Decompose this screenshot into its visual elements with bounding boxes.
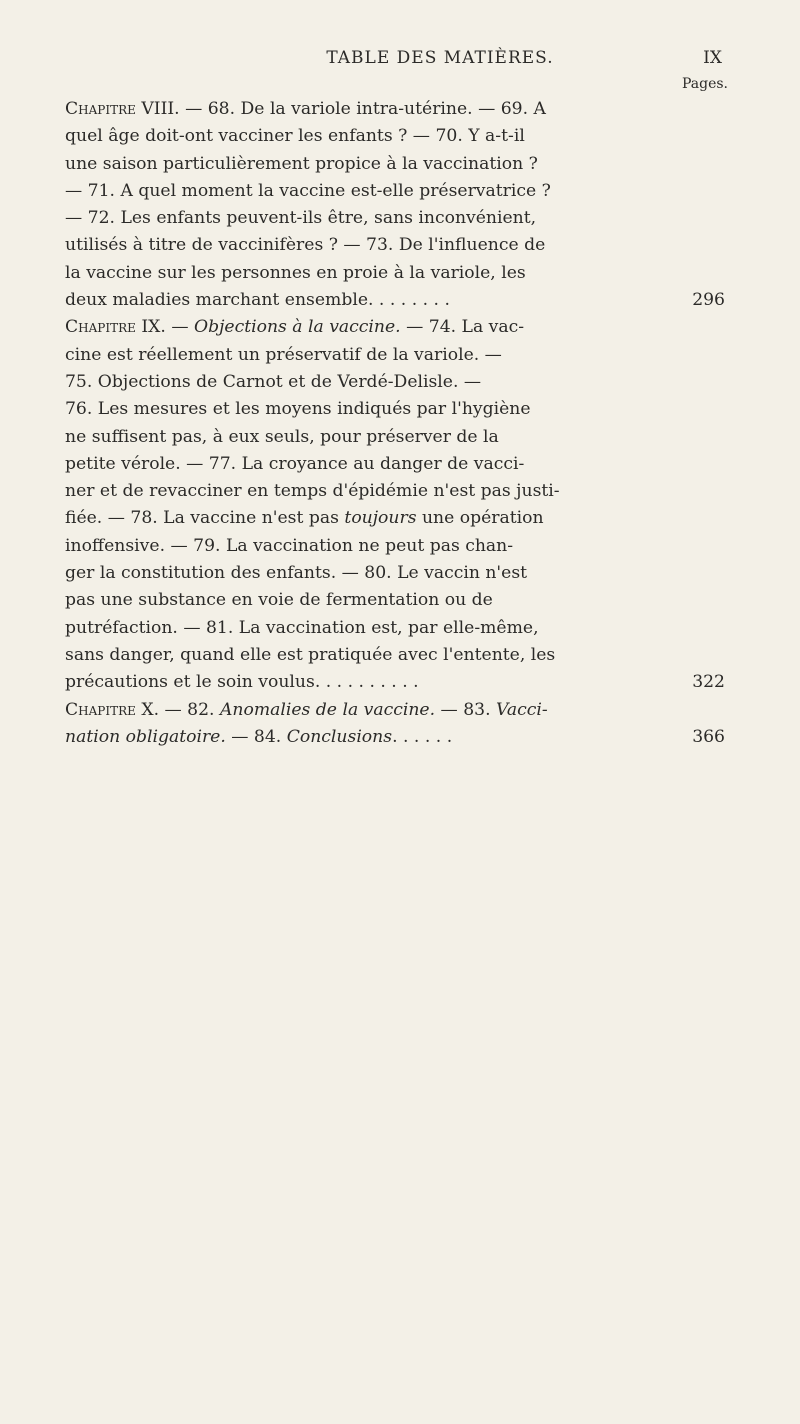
toc-line — [65, 560, 725, 587]
toc-line-text — [65, 536, 513, 556]
toc-line-text — [65, 724, 453, 751]
toc-line-text — [65, 481, 560, 501]
toc-line — [65, 451, 725, 478]
toc-text: — 84. — [225, 726, 287, 747]
chapter-label: Chapitre — [65, 317, 136, 338]
toc-line-text — [65, 399, 531, 419]
table-of-contents — [65, 96, 725, 751]
toc-text: petite vérole. — 77. La croyance au danger de vacci- — [65, 453, 525, 474]
toc-line-text — [65, 181, 551, 201]
leader-space — [450, 287, 710, 314]
toc-text: quel âge doit-ont vacciner les enfants ? — 70. Y a-t-il — [65, 126, 525, 147]
toc-entry-chapter — [65, 314, 725, 696]
leader-space — [419, 669, 711, 696]
italic-title: Anomalies de la vaccine. — [219, 699, 436, 720]
italic-title: nation obligatoire. — [65, 726, 226, 747]
toc-text: ner et de revacciner en temps d'épidémie n'est pas justi- — [65, 481, 560, 502]
toc-line-text — [65, 645, 555, 665]
toc-text: — 74. La vac- — [400, 317, 525, 338]
toc-line-text — [65, 590, 493, 610]
toc-line-text — [65, 317, 524, 337]
toc-line — [65, 396, 725, 423]
toc-line — [65, 669, 725, 696]
toc-text: VIII. — 68. De la variole intra-utérine. — 69. A — [135, 99, 546, 119]
toc-line — [65, 287, 725, 314]
toc-line — [65, 178, 725, 205]
italic-title: Conclusions — [286, 726, 393, 747]
italic-title: Objections à la vaccine. — [193, 317, 401, 338]
toc-line — [65, 505, 725, 532]
toc-text: IX. — — [135, 317, 194, 338]
toc-text: une saison particulièrement propice à la vaccination ? — [65, 153, 538, 174]
toc-text: ger la constitution des enfants. — 80. Le vaccin n'est — [65, 563, 528, 584]
toc-text: pas une substance en voie de fermentation ou de — [65, 590, 493, 611]
toc-line — [65, 642, 725, 669]
toc-text: X. — 82. — [135, 699, 220, 720]
toc-text: une opération — [416, 508, 544, 529]
toc-text: deux maladies marchant ensemble. . . . . . . . — [65, 290, 450, 311]
pages-column-label: Pages. — [681, 76, 728, 92]
toc-line — [65, 123, 725, 150]
page-number: 322 — [692, 672, 725, 693]
toc-line-text — [65, 287, 450, 314]
toc-line — [65, 424, 725, 451]
toc-text: 75. Objections de Carnot et de Verdé-Delisle. — — [65, 371, 482, 392]
toc-line — [65, 369, 725, 396]
toc-line-text — [65, 563, 527, 583]
toc-line-text — [65, 618, 539, 638]
toc-text: inoffensive. — 79. La vaccination ne peut pas chan- — [65, 535, 514, 556]
toc-line-text — [65, 235, 545, 255]
toc-text: — 83. — [435, 699, 496, 720]
italic-title: Vacci- — [496, 699, 548, 720]
toc-line — [65, 151, 725, 178]
toc-line-text — [65, 372, 481, 392]
toc-line — [65, 205, 725, 232]
toc-line — [65, 587, 725, 614]
toc-line-text — [65, 154, 538, 174]
toc-text: — 71. A quel moment la vaccine est-elle préservatrice ? — [65, 180, 551, 201]
page-folio: IX — [703, 48, 722, 68]
toc-line-text — [65, 508, 544, 528]
toc-text: la vaccine sur les personnes en proie à la variole, les — [65, 262, 526, 283]
toc-text: sans danger, quand elle est pratiquée avec l'entente, les — [65, 644, 556, 665]
toc-line — [65, 533, 725, 560]
chapter-label: Chapitre — [65, 99, 136, 119]
toc-line — [65, 96, 725, 123]
toc-entry-chapter — [65, 697, 725, 752]
toc-line-text — [65, 263, 526, 283]
toc-line-text — [65, 454, 524, 474]
toc-text: cine est réellement un préservatif de la variole. — — [65, 344, 502, 365]
page-number: 296 — [692, 290, 725, 311]
toc-text: utilisés à titre de vaccinifères ? — 73. De l'influence de — [65, 235, 546, 256]
toc-text: précautions et le soin voulus. . . . . . . . . . — [65, 672, 419, 693]
toc-line-text — [65, 345, 502, 365]
page-number: 366 — [692, 726, 725, 747]
toc-line-text — [65, 208, 536, 228]
toc-line-text — [65, 427, 499, 447]
toc-line — [65, 724, 725, 751]
toc-text: fiée. — 78. La vaccine n'est pas — [65, 508, 345, 529]
toc-text: . . . . . . — [392, 726, 453, 747]
toc-line-text — [65, 669, 419, 696]
toc-line — [65, 478, 725, 505]
toc-text: — 72. Les enfants peuvent-ils être, sans inconvénient, — [65, 208, 537, 229]
toc-line — [65, 697, 725, 724]
toc-line — [65, 615, 725, 642]
toc-line-text — [65, 99, 546, 119]
running-title: TABLE DES MATIÈRES. — [326, 48, 554, 68]
toc-line-text — [65, 126, 525, 146]
toc-line — [65, 232, 725, 259]
toc-entry-chapter — [65, 96, 725, 314]
toc-line — [65, 314, 725, 341]
toc-text: putréfaction. — 81. La vaccination est, par elle-même, — [65, 617, 539, 638]
toc-line — [65, 342, 725, 369]
italic-title: toujours — [344, 508, 417, 529]
toc-line — [65, 260, 725, 287]
toc-text: 76. Les mesures et les moyens indiqués par l'hygiène — [65, 399, 531, 420]
leader-space — [452, 724, 710, 751]
toc-line-text — [65, 700, 548, 720]
toc-text: ne suffisent pas, à eux seuls, pour préserver de la — [65, 426, 499, 447]
chapter-label: Chapitre — [65, 699, 136, 720]
